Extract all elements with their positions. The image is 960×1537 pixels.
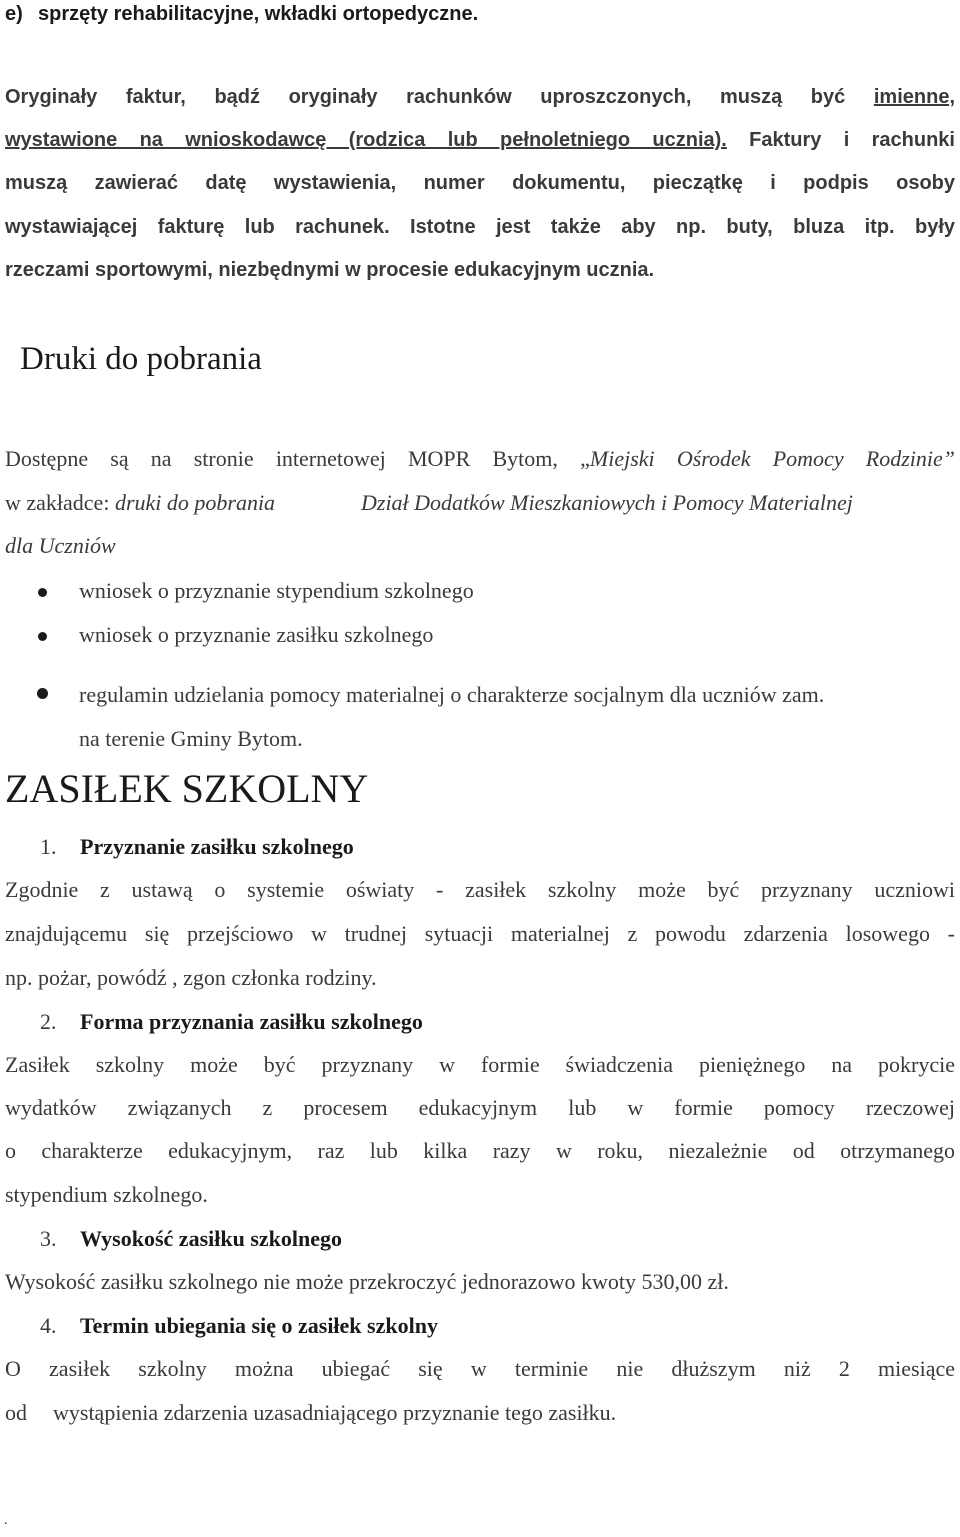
text-span: Dostępne są na stronie internetowej MOPR Bytom, „ bbox=[5, 446, 590, 471]
paragraph-line: wydatków związanych z procesem edukacyjnym lub w formie pomocy rzeczowej bbox=[5, 1095, 955, 1120]
paragraph-line-start: od bbox=[5, 1400, 27, 1425]
italic-text: Miejski Ośrodek Pomocy Rodzinie” bbox=[589, 446, 955, 471]
download-item-continued: na terenie Gminy Bytom. bbox=[79, 726, 303, 751]
paragraph-line bbox=[5, 490, 275, 516]
text-span: w zakładce: bbox=[5, 490, 110, 515]
list-item-text: sprzęty rehabilitacyjne, wkładki ortopedyczne. bbox=[38, 3, 479, 25]
paragraph-line bbox=[5, 129, 955, 152]
subsection-title: Termin ubiegania się o zasiłek szkolny bbox=[80, 1313, 438, 1338]
underlined-text: wystawione na wnioskodawcę (rodzica lub pełnoletniego ucznia). bbox=[5, 129, 727, 151]
paragraph-line: np. pożar, powódź , zgon członka rodziny. bbox=[5, 965, 377, 990]
paragraph-line: dla Uczniów bbox=[5, 533, 116, 558]
paragraph-line: Wysokość zasiłku szkolnego nie może przekroczyć jednorazowo kwoty 530,00 zł. bbox=[5, 1269, 729, 1294]
bullet-icon bbox=[37, 688, 48, 699]
download-item[interactable]: wniosek o przyznanie zasiłku szkolnego bbox=[79, 622, 434, 647]
paragraph-line: wystąpienia zdarzenia uzasadniającego przyznanie tego zasiłku. bbox=[53, 1400, 617, 1425]
paragraph-line: Zasiłek szkolny może być przyznany w formie świadczenia pieniężnego na pokrycie bbox=[5, 1052, 955, 1077]
paragraph-line: znajdującemu się przejściowo w trudnej sytuacji materialnej z powodu zdarzenia losowego - bbox=[5, 921, 955, 946]
text-span: Faktury i rachunki bbox=[749, 129, 955, 151]
paragraph-line: Zgodnie z ustawą o systemie oświaty - zasiłek szkolny może być przyznany uczniowi bbox=[5, 877, 955, 902]
subsection-number: 2. bbox=[40, 1009, 57, 1034]
download-item[interactable]: regulamin udzielania pomocy materialnej o charakterze socjalnym dla uczniów zam. bbox=[79, 682, 825, 707]
section-heading: Druki do pobrania bbox=[20, 341, 262, 377]
subsection-title: Forma przyznania zasiłku szkolnego bbox=[80, 1009, 423, 1034]
subsection-title: Wysokość zasiłku szkolnego bbox=[80, 1226, 343, 1251]
paragraph-line: rzeczami sportowymi, niezbędnymi w procesie edukacyjnym ucznia. bbox=[5, 259, 655, 281]
underlined-text: imienne, bbox=[873, 86, 956, 108]
download-item[interactable]: wniosek o przyznanie stypendium szkolnego bbox=[79, 578, 474, 603]
link-dzial[interactable]: Dział Dodatków Mieszkaniowych i Pomocy Materialnej bbox=[361, 490, 853, 515]
paragraph-line: o charakterze edukacyjnym, raz lub kilka razy w roku, niezależnie od otrzymanego bbox=[5, 1138, 955, 1163]
subsection-title: Przyznanie zasiłku szkolnego bbox=[80, 834, 354, 859]
bullet-icon bbox=[38, 632, 47, 641]
paragraph-line bbox=[5, 446, 955, 472]
paragraph-line: muszą zawierać datę wystawienia, numer dokumentu, pieczątkę i podpis osoby bbox=[5, 172, 955, 194]
subsection-number: 1. bbox=[40, 834, 57, 859]
text-span: Oryginały faktur, bądź oryginały rachunków uproszczonych, muszą być bbox=[5, 86, 846, 108]
link-druki[interactable]: druki do pobrania bbox=[114, 490, 276, 515]
footer-dot: . bbox=[4, 1513, 8, 1528]
paragraph-line bbox=[5, 86, 955, 109]
paragraph-line: wystawiającej fakturę lub rachunek. Istotne jest także aby np. buty, bluza itp. były bbox=[5, 216, 955, 238]
section-heading: ZASIŁEK SZKOLNY bbox=[5, 766, 369, 811]
bullet-icon bbox=[38, 588, 47, 597]
subsection-number: 4. bbox=[40, 1313, 57, 1338]
paragraph-line: stypendium szkolnego. bbox=[5, 1182, 208, 1207]
subsection-number: 3. bbox=[40, 1226, 57, 1251]
paragraph-line: O zasiłek szkolny można ubiegać się w terminie nie dłuższym niż 2 miesiące bbox=[5, 1356, 955, 1381]
list-item-marker: e) bbox=[5, 3, 23, 25]
